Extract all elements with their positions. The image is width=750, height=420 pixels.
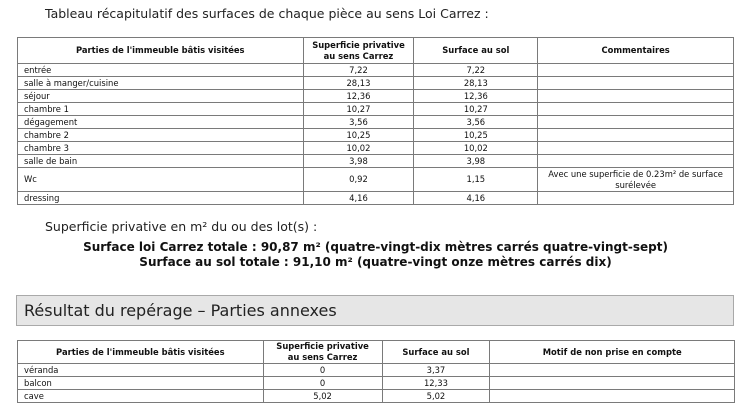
table-header-row — [18, 38, 734, 64]
col-header-parties: Parties de l'immeuble bâtis visitées — [18, 38, 304, 64]
table-row — [18, 103, 734, 116]
cell-piece: dégagement — [18, 116, 304, 129]
table-row — [18, 377, 735, 390]
cell-piece: Wc — [18, 168, 304, 192]
cell-sol: 12,33 — [382, 377, 490, 390]
table-row — [18, 116, 734, 129]
cell-sol: 3,37 — [382, 364, 490, 377]
cell-carrez: 0,92 — [303, 168, 414, 192]
cell-comment — [538, 129, 734, 142]
cell-piece: séjour — [18, 90, 304, 103]
cell-comment — [538, 192, 734, 205]
cell-piece: salle de bain — [18, 155, 304, 168]
table-row — [18, 155, 734, 168]
cell-motif — [490, 364, 735, 377]
cell-comment — [538, 64, 734, 77]
cell-sol: 4,16 — [414, 192, 538, 205]
cell-carrez: 3,56 — [303, 116, 414, 129]
annexes-table — [17, 340, 735, 403]
table-row — [18, 90, 734, 103]
col-header-carrez: Superficie privative au sens Carrez — [263, 341, 382, 364]
col-header-sol: Surface au sol — [414, 38, 538, 64]
cell-motif — [490, 390, 735, 403]
cell-piece: véranda — [18, 364, 264, 377]
cell-comment — [538, 103, 734, 116]
total-sol: Surface au sol totale : 91,10 m² (quatre-vingt onze mètres carrés dix) — [139, 255, 612, 269]
cell-piece: cave — [18, 390, 264, 403]
table-row — [18, 142, 734, 155]
cell-motif — [490, 377, 735, 390]
col-header-sol: Surface au sol — [382, 341, 490, 364]
cell-comment — [538, 90, 734, 103]
cell-sol: 10,02 — [414, 142, 538, 155]
table-row — [18, 364, 735, 377]
cell-carrez: 0 — [263, 377, 382, 390]
cell-sol: 1,15 — [414, 168, 538, 192]
cell-carrez: 7,22 — [303, 64, 414, 77]
cell-piece: chambre 3 — [18, 142, 304, 155]
table-row — [18, 77, 734, 90]
lots-text: Superficie privative en m² du ou des lot(s) : — [45, 219, 318, 234]
cell-carrez: 3,98 — [303, 155, 414, 168]
cell-sol: 3,98 — [414, 155, 538, 168]
cell-comment — [538, 116, 734, 129]
cell-sol: 12,36 — [414, 90, 538, 103]
cell-piece: dressing — [18, 192, 304, 205]
cell-carrez: 10,25 — [303, 129, 414, 142]
cell-carrez: 0 — [263, 364, 382, 377]
cell-comment: Avec une superficie de 0.23m² de surface surélevée — [538, 168, 734, 192]
section-title: Résultat du repérage – Parties annexes — [24, 301, 337, 320]
col-header-carrez: Superficie privative au sens Carrez — [303, 38, 414, 64]
table-row — [18, 192, 734, 205]
col-header-commentaires: Commentaires — [538, 38, 734, 64]
cell-piece: entrée — [18, 64, 304, 77]
cell-sol: 28,13 — [414, 77, 538, 90]
cell-comment — [538, 142, 734, 155]
cell-carrez: 12,36 — [303, 90, 414, 103]
intro-text: Tableau récapitulatif des surfaces de chaque pièce au sens Loi Carrez : — [45, 6, 489, 21]
table-row — [18, 64, 734, 77]
table-row — [18, 129, 734, 142]
cell-carrez: 28,13 — [303, 77, 414, 90]
cell-sol: 3,56 — [414, 116, 538, 129]
cell-carrez: 10,27 — [303, 103, 414, 116]
section-header — [16, 295, 734, 326]
cell-sol: 5,02 — [382, 390, 490, 403]
cell-carrez: 5,02 — [263, 390, 382, 403]
cell-sol: 10,27 — [414, 103, 538, 116]
col-header-parties: Parties de l'immeuble bâtis visitées — [18, 341, 264, 364]
cell-comment — [538, 77, 734, 90]
cell-carrez: 4,16 — [303, 192, 414, 205]
table-row — [18, 168, 734, 192]
total-carrez: Surface loi Carrez totale : 90,87 m² (quatre-vingt-dix mètres carrés quatre-vingt-sept) — [83, 240, 668, 254]
cell-piece: balcon — [18, 377, 264, 390]
cell-piece: chambre 1 — [18, 103, 304, 116]
cell-piece: chambre 2 — [18, 129, 304, 142]
surfaces-table — [17, 37, 734, 205]
cell-comment — [538, 155, 734, 168]
cell-piece: salle à manger/cuisine — [18, 77, 304, 90]
table-row — [18, 390, 735, 403]
cell-sol: 7,22 — [414, 64, 538, 77]
cell-carrez: 10,02 — [303, 142, 414, 155]
cell-sol: 10,25 — [414, 129, 538, 142]
col-header-motif: Motif de non prise en compte — [490, 341, 735, 364]
table-header-row — [18, 341, 735, 364]
